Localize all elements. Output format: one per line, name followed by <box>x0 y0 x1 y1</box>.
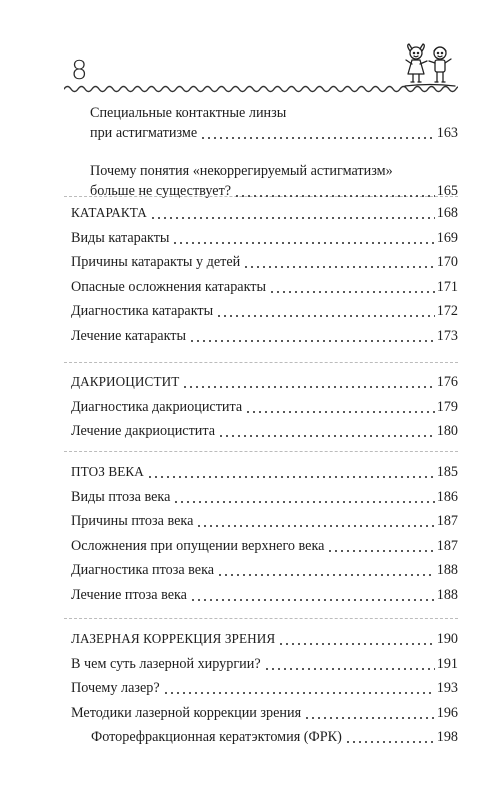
toc-entry-title: Лечение дакриоцистита <box>71 423 216 440</box>
toc-entry[interactable] <box>71 536 458 556</box>
toc-entry-title: Виды птоза века <box>71 488 171 505</box>
toc-entry-title: Специальные контактные линзы <box>90 105 287 121</box>
toc-page-number: 185 <box>436 464 458 480</box>
toc-entry-title: Лечение катаракты <box>71 328 187 344</box>
toc-entry[interactable] <box>71 654 458 674</box>
dot-leader <box>217 560 435 580</box>
toc-page-number: 191 <box>436 655 458 672</box>
toc-page-number: 187 <box>436 537 458 554</box>
toc-entry[interactable] <box>71 703 458 723</box>
toc-page-number: 170 <box>436 254 458 271</box>
dot-leader <box>147 462 435 482</box>
toc-entry[interactable] <box>71 421 458 441</box>
dot-leader <box>196 511 434 531</box>
dot-leader <box>172 228 434 248</box>
toc-page-number: 165 <box>436 183 458 199</box>
dot-leader <box>234 181 435 201</box>
toc-entry-title: КАТАРАКТА <box>71 205 147 220</box>
section-separator <box>64 618 458 619</box>
toc-entry-title: Причины катаракты у детей <box>71 254 241 271</box>
toc-entry-title: Почему лазер? <box>71 680 160 697</box>
dot-leader <box>173 487 434 507</box>
toc-entry-title: Методики лазерной коррекции зрения <box>71 704 302 721</box>
toc-page-number: 186 <box>436 488 458 505</box>
toc-entry-title: Диагностика птоза века <box>71 562 215 579</box>
toc-entry[interactable] <box>71 678 458 698</box>
toc-entry-title: Диагностика дакриоцистита <box>71 398 243 415</box>
dot-leader <box>304 703 435 723</box>
dot-leader <box>182 372 434 392</box>
toc-entry-title: ЛАЗЕРНАЯ КОРРЕКЦИЯ ЗРЕНИЯ <box>71 631 276 646</box>
toc-entry[interactable] <box>71 326 458 346</box>
toc-section-heading[interactable] <box>71 462 458 482</box>
toc-entry[interactable] <box>71 560 458 580</box>
dot-leader <box>200 123 435 143</box>
toc-entry-title: Лечение птоза века <box>71 587 187 603</box>
toc-entry-title: Виды катаракты <box>71 229 170 246</box>
toc-entry-title: Почему понятия «некоррегируемый астигматизм» <box>90 163 393 179</box>
toc-entry[interactable] <box>90 103 458 143</box>
dot-leader <box>163 678 435 698</box>
toc-entry[interactable] <box>71 228 458 248</box>
toc-page-number: 179 <box>436 398 458 415</box>
dot-leader <box>150 203 435 223</box>
toc-page-number: 169 <box>436 229 458 246</box>
dot-leader <box>216 301 435 321</box>
dot-leader <box>190 585 435 605</box>
toc-page-number: 163 <box>436 125 458 141</box>
dot-leader <box>218 421 435 441</box>
dot-leader <box>245 397 435 417</box>
toc-page-number: 171 <box>436 278 458 295</box>
toc-page-number: 193 <box>436 680 458 697</box>
toc-entry-title: Диагностика катаракты <box>71 303 214 320</box>
toc-page-number: 168 <box>436 205 458 221</box>
toc-entry-title: ДАКРИОЦИСТИТ <box>71 374 180 389</box>
wavy-divider <box>64 82 458 96</box>
dot-leader <box>269 277 435 297</box>
toc-entry-title: ПТОЗ ВЕКА <box>71 464 144 479</box>
toc-entry-title: Осложнения при опущении верхнего века <box>71 537 325 554</box>
toc-section-heading[interactable] <box>71 629 458 649</box>
toc-entry-title: Опасные осложнения катаракты <box>71 278 267 295</box>
toc-page-number: 173 <box>436 328 458 344</box>
dot-leader <box>327 536 434 556</box>
section-separator <box>64 451 458 452</box>
toc-entry-title: В чем суть лазерной хирургии? <box>71 655 261 672</box>
toc-page-number: 176 <box>436 374 458 390</box>
dot-leader <box>278 629 434 649</box>
toc-entry[interactable] <box>71 585 458 605</box>
toc-entry-title: при астигматизме <box>90 125 198 141</box>
toc-entry-title: больше не существует? <box>90 183 232 199</box>
dot-leader <box>345 727 435 747</box>
dot-leader <box>243 252 434 272</box>
toc-section-heading[interactable] <box>71 372 458 392</box>
toc-entry[interactable] <box>71 252 458 272</box>
toc-page-number: 196 <box>436 704 458 721</box>
toc-section-heading[interactable] <box>71 203 458 223</box>
toc-page-number: 187 <box>436 513 458 530</box>
toc-entry-title: Фоторефракционная кератэктомия (ФРК) <box>91 729 342 746</box>
page-number: 8 <box>71 56 88 86</box>
toc-entry[interactable] <box>71 397 458 417</box>
toc-page-number: 198 <box>436 729 458 746</box>
toc-page-number: 188 <box>436 587 458 603</box>
dot-leader <box>264 654 435 674</box>
kids-doodle-icon <box>400 42 458 88</box>
toc-entry[interactable] <box>90 161 458 201</box>
toc-entry[interactable] <box>71 511 458 531</box>
toc-entry-title: Причины птоза века <box>71 513 194 530</box>
toc-page-number: 180 <box>436 423 458 440</box>
section-separator <box>64 362 458 363</box>
toc-entry[interactable] <box>91 727 458 747</box>
toc-entry[interactable] <box>71 301 458 321</box>
toc-page-number: 188 <box>436 562 458 579</box>
toc-entry[interactable] <box>71 277 458 297</box>
toc-page-number: 172 <box>436 303 458 320</box>
dot-leader <box>189 326 435 346</box>
toc-page-number: 190 <box>436 631 458 647</box>
toc-entry[interactable] <box>71 487 458 507</box>
